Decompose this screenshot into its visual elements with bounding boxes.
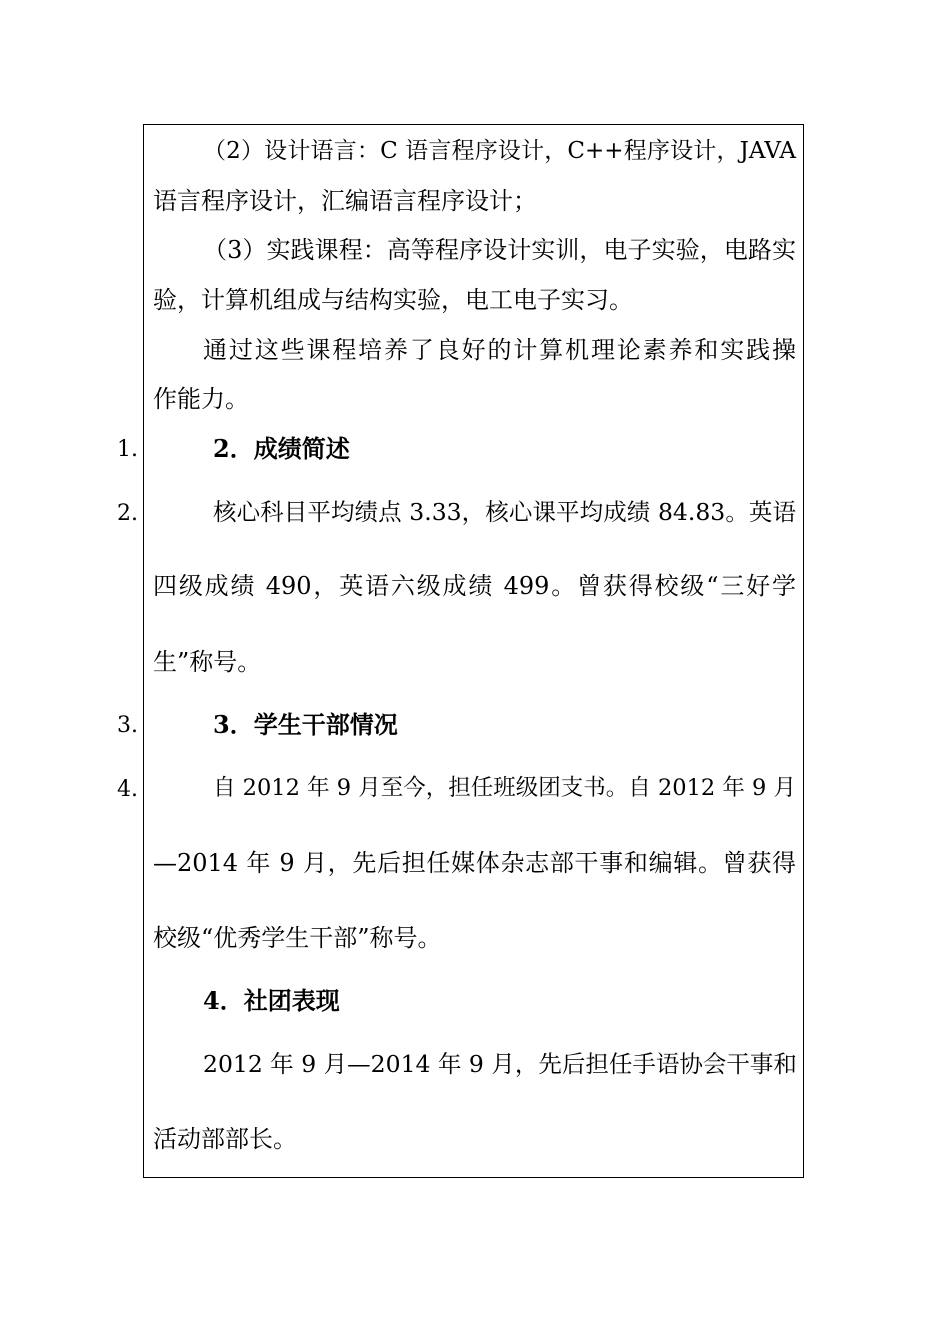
list-number-1: 1. xyxy=(117,437,138,462)
club-line-2: 活动部部长。 xyxy=(153,1125,297,1153)
club-line-1: 2012 年 9 月—2014 年 9 月，先后担任手语协会干事和 xyxy=(203,1050,797,1078)
practice-course-line-1: （3）实践课程：高等程序设计实训，电子实验，电路实 xyxy=(203,236,796,264)
grades-line-2: 四级成绩 490，英语六级成绩 499。曾获得校级“三好学 xyxy=(153,572,796,600)
design-language-line-2: 语言程序设计，汇编语言程序设计； xyxy=(153,187,537,215)
list-number-4: 4. xyxy=(117,777,138,802)
design-language-line-1: （2）设计语言：C 语言程序设计，C++程序设计，JAVA xyxy=(203,138,796,164)
cadre-line-2: —2014 年 9 月，先后担任媒体杂志部干事和编辑。曾获得 xyxy=(153,849,796,877)
cadre-line-3: 校级“优秀学生干部”称号。 xyxy=(153,924,442,952)
list-number-3: 3. xyxy=(117,713,138,738)
club-heading: 4．社团表现 xyxy=(203,986,340,1015)
list-number-2: 2. xyxy=(117,501,138,526)
summary-line-2: 作能力。 xyxy=(153,385,249,413)
practice-course-line-2: 验，计算机组成与结构实验，电工电子实习。 xyxy=(153,286,633,314)
grades-line-3: 生”称号。 xyxy=(153,648,262,676)
summary-line-1: 通过这些课程培养了良好的计算机理论素养和实践操 xyxy=(203,336,796,364)
grades-heading: 2．成绩简述 xyxy=(213,434,350,463)
cadre-heading: 3．学生干部情况 xyxy=(213,710,398,739)
grades-line-1: 核心科目平均绩点 3.33，核心课平均成绩 84.83。英语 xyxy=(213,498,796,526)
cadre-line-1: 自 2012 年 9 月至今，担任班级团支书。自 2012 年 9 月 xyxy=(213,775,796,801)
